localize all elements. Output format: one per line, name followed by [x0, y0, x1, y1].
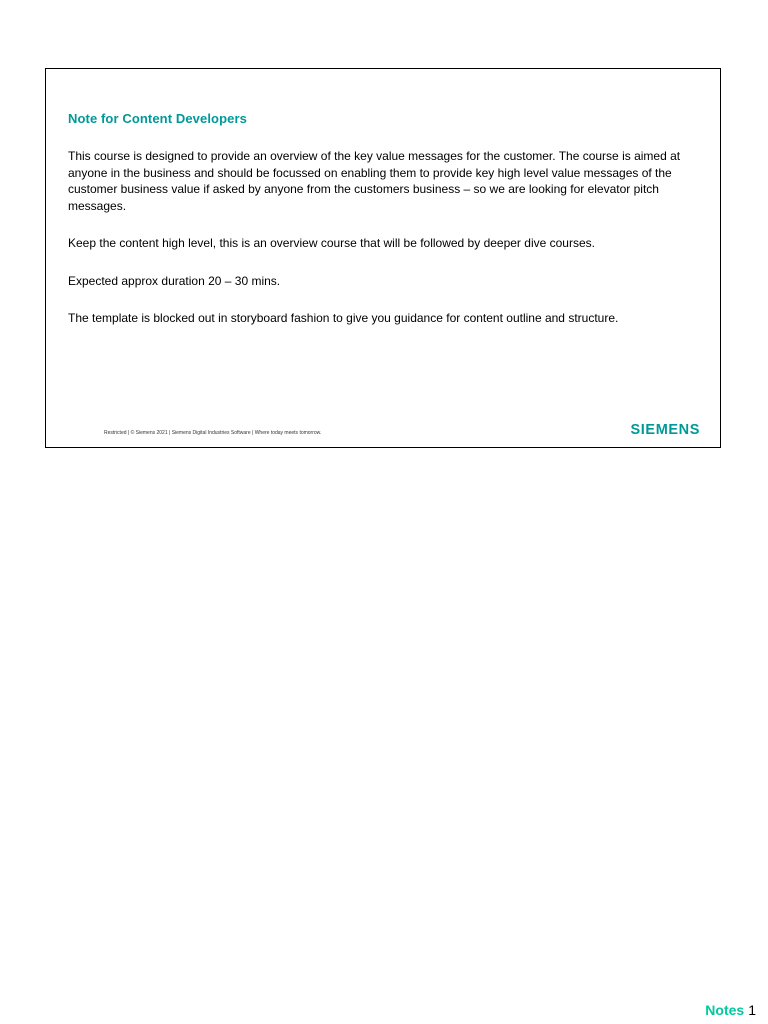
slide-title: Note for Content Developers — [68, 111, 247, 126]
paragraph-content-level: Keep the content high level, this is an overview course that will be followed by deeper dive courses. — [68, 236, 595, 250]
paragraph-duration: Expected approx duration 20 – 30 mins. — [68, 273, 281, 288]
paragraph-overview: This course is designed to provide an overview of the key value messages for the customer. The course is aimed at anyone in the business and should be focussed on enabling them to provide key high level value messages of the customer business value if asked by anyone from the customers business – so we are looking for elevator pitch messages. — [68, 149, 681, 213]
notes-page-label — [705, 1002, 756, 1018]
siemens-logo: SIEMENS — [630, 422, 700, 438]
slide-thumbnail — [45, 68, 721, 448]
slide-footer: Restricted | © Siemens 2021 | Siemens Digital Industries Software | Where today meets tomorrow. — [104, 430, 322, 436]
notes-label: Notes — [705, 1002, 745, 1018]
slide-body — [68, 148, 703, 348]
page-number: 1 — [748, 1002, 756, 1018]
paragraph-template: The template is blocked out in storyboard fashion to give you guidance for content outline and structure. — [68, 311, 619, 325]
